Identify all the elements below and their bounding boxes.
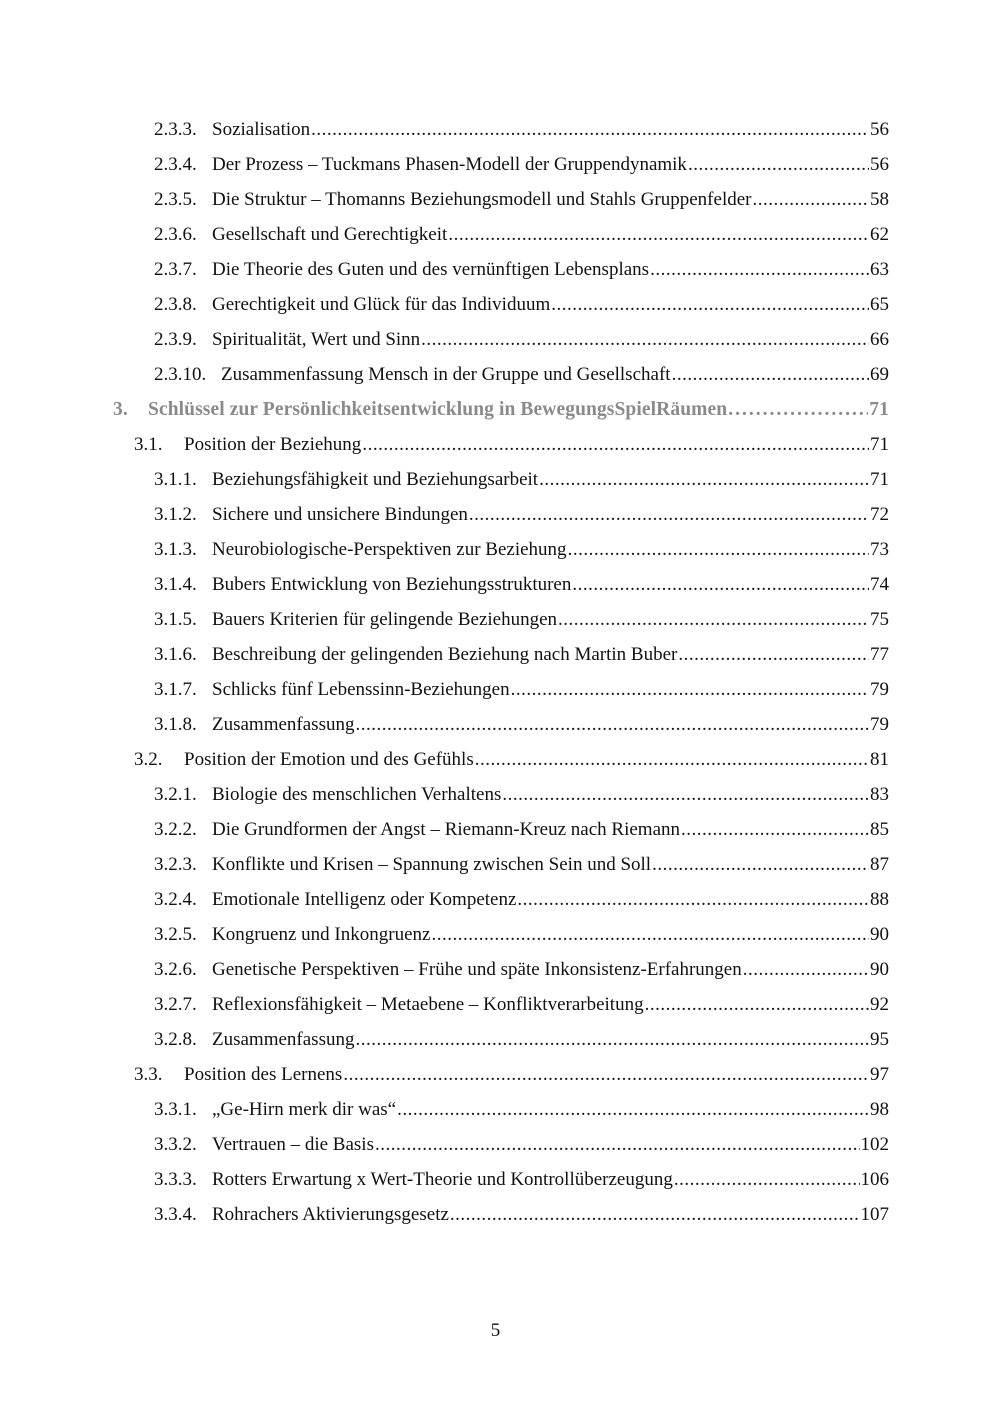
toc-section-entry[interactable] xyxy=(0,1057,991,1092)
toc-entry-page: 71 xyxy=(870,434,889,455)
toc-leader-dots xyxy=(752,182,869,217)
toc-subsection-entry[interactable] xyxy=(0,1092,991,1127)
toc-subsection-entry[interactable] xyxy=(0,217,991,252)
toc-entry-page: 92 xyxy=(870,994,889,1015)
toc-entry-number: 2.3.9. xyxy=(154,329,197,350)
toc-entry-number: 2.3.10. xyxy=(154,364,207,385)
toc-leader-dots xyxy=(362,427,869,462)
toc-entry-page: 56 xyxy=(870,154,889,175)
toc-entry-page: 71 xyxy=(870,469,889,490)
toc-chapter-entry[interactable] xyxy=(0,392,991,427)
toc-leader-dots xyxy=(343,1057,869,1092)
toc-subsection-entry[interactable] xyxy=(0,847,991,882)
toc-subsection-entry[interactable] xyxy=(0,1127,991,1162)
toc-entry-page: 107 xyxy=(860,1204,889,1225)
toc-leader-dots xyxy=(674,1162,860,1197)
toc-entry-number: 3.2.8. xyxy=(154,1029,197,1050)
toc-leader-dots xyxy=(558,602,869,637)
toc-subsection-entry[interactable] xyxy=(0,182,991,217)
toc-leader-dots xyxy=(475,742,869,777)
toc-entry-page: 73 xyxy=(870,539,889,560)
toc-leader-dots xyxy=(728,392,868,427)
toc-entry-page: 69 xyxy=(870,364,889,385)
toc-entry-title: Rotters Erwartung x Wert-Theorie und Kontrollüberzeugung xyxy=(212,1169,673,1190)
toc-entry-page: 98 xyxy=(870,1099,889,1120)
toc-entry-title: Sichere und unsichere Bindungen xyxy=(212,504,468,525)
toc-entry-number: 3.2.3. xyxy=(154,854,197,875)
toc-entry-title: Position der Beziehung xyxy=(184,434,362,455)
toc-entry-page: 72 xyxy=(870,504,889,525)
toc-entry-number: 3.1.2. xyxy=(154,504,197,525)
toc-entry-number: 3.2.7. xyxy=(154,994,197,1015)
toc-entry-number: 3.3.3. xyxy=(154,1169,197,1190)
toc-entry-page: 81 xyxy=(870,749,889,770)
toc-leader-dots xyxy=(652,847,869,882)
toc-entry-number: 2.3.4. xyxy=(154,154,197,175)
toc-leader-dots xyxy=(572,567,869,602)
toc-entry-title: Die Struktur – Thomanns Beziehungsmodell und Stahls Gruppenfelder xyxy=(212,189,752,210)
table-of-contents xyxy=(0,112,991,1232)
toc-entry-page: 62 xyxy=(870,224,889,245)
toc-subsection-entry[interactable] xyxy=(0,777,991,812)
toc-entry-title: Reflexionsfähigkeit – Metaebene – Konfliktverarbeitung xyxy=(212,994,644,1015)
toc-entry-page: 74 xyxy=(870,574,889,595)
toc-entry-title: Beziehungsfähigkeit und Beziehungsarbeit xyxy=(212,469,539,490)
toc-entry-number: 3.1.1. xyxy=(154,469,197,490)
toc-entry-title: Die Grundformen der Angst – Riemann-Kreuz nach Riemann xyxy=(212,819,681,840)
toc-leader-dots xyxy=(743,952,869,987)
toc-subsection-entry[interactable] xyxy=(0,147,991,182)
toc-entry-title: Sozialisation xyxy=(212,119,311,140)
toc-entry-title: Beschreibung der gelingenden Beziehung nach Martin Buber xyxy=(212,644,678,665)
toc-leader-dots xyxy=(421,322,869,357)
toc-entry-page: 79 xyxy=(870,714,889,735)
toc-subsection-entry[interactable] xyxy=(0,497,991,532)
toc-entry-title: Der Prozess – Tuckmans Phasen-Modell der Gruppendynamik xyxy=(212,154,687,175)
toc-subsection-entry[interactable] xyxy=(0,567,991,602)
toc-entry-title: Die Theorie des Guten und des vernünftigen Lebensplans xyxy=(212,259,650,280)
toc-entry-page: 83 xyxy=(870,784,889,805)
toc-leader-dots xyxy=(448,217,869,252)
toc-entry-number: 3.1.7. xyxy=(154,679,197,700)
toc-entry-page: 66 xyxy=(870,329,889,350)
toc-entry-number: 3.2. xyxy=(134,749,163,770)
toc-entry-page: 65 xyxy=(870,294,889,315)
toc-section-entry[interactable] xyxy=(0,742,991,777)
toc-leader-dots xyxy=(645,987,869,1022)
toc-leader-dots xyxy=(681,812,869,847)
toc-section-entry[interactable] xyxy=(0,427,991,462)
toc-entry-number: 3.1. xyxy=(134,434,163,455)
toc-leader-dots xyxy=(450,1197,860,1232)
toc-entry-number: 2.3.5. xyxy=(154,189,197,210)
toc-leader-dots xyxy=(502,777,869,812)
toc-leader-dots xyxy=(311,112,869,147)
toc-entry-title: Kongruenz und Inkongruenz xyxy=(212,924,431,945)
toc-entry-number: 3.2.5. xyxy=(154,924,197,945)
toc-entry-title: Position der Emotion und des Gefühls xyxy=(184,749,474,770)
toc-entry-title: Spiritualität, Wert und Sinn xyxy=(212,329,421,350)
toc-entry-title: Biologie des menschlichen Verhaltens xyxy=(212,784,502,805)
toc-entry-title: Vertrauen – die Basis xyxy=(212,1134,374,1155)
toc-entry-title: Rohrachers Aktivierungsgesetz xyxy=(212,1204,449,1225)
toc-entry-title: Position des Lernens xyxy=(184,1064,343,1085)
toc-entry-number: 2.3.3. xyxy=(154,119,197,140)
toc-entry-number: 3.2.1. xyxy=(154,784,197,805)
toc-entry-title: Schlicks fünf Lebenssinn-Beziehungen xyxy=(212,679,510,700)
toc-entry-number: 3.1.8. xyxy=(154,714,197,735)
toc-leader-dots xyxy=(539,462,869,497)
toc-subsection-entry[interactable] xyxy=(0,917,991,952)
toc-entry-page: 90 xyxy=(870,924,889,945)
toc-entry-page: 95 xyxy=(870,1029,889,1050)
toc-entry-page: 102 xyxy=(860,1134,889,1155)
toc-entry-number: 3.1.6. xyxy=(154,644,197,665)
toc-subsection-entry[interactable] xyxy=(0,1197,991,1232)
toc-entry-number: 3.3. xyxy=(134,1064,163,1085)
toc-subsection-entry[interactable] xyxy=(0,987,991,1022)
toc-subsection-entry[interactable] xyxy=(0,532,991,567)
toc-entry-number: 2.3.6. xyxy=(154,224,197,245)
toc-subsection-entry[interactable] xyxy=(0,357,991,392)
toc-subsection-entry[interactable] xyxy=(0,287,991,322)
toc-entry-page: 85 xyxy=(870,819,889,840)
page-number: 5 xyxy=(490,1320,501,1341)
toc-entry-title: Gesellschaft und Gerechtigkeit xyxy=(212,224,448,245)
toc-leader-dots xyxy=(431,917,869,952)
toc-entry-number: 2.3.8. xyxy=(154,294,197,315)
toc-entry-number: 3.1.4. xyxy=(154,574,197,595)
toc-entry-page: 90 xyxy=(870,959,889,980)
toc-entry-page: 87 xyxy=(870,854,889,875)
toc-subsection-entry[interactable] xyxy=(0,462,991,497)
toc-subsection-entry[interactable] xyxy=(0,882,991,917)
toc-entry-title: Zusammenfassung xyxy=(212,714,355,735)
toc-leader-dots xyxy=(678,637,869,672)
toc-entry-title: Emotionale Intelligenz oder Kompetenz xyxy=(212,889,517,910)
toc-entry-page: 77 xyxy=(870,644,889,665)
toc-subsection-entry[interactable] xyxy=(0,812,991,847)
toc-entry-title: Bauers Kriterien für gelingende Beziehungen xyxy=(212,609,558,630)
toc-entry-number: 3.3.4. xyxy=(154,1204,197,1225)
toc-entry-page: 58 xyxy=(870,189,889,210)
toc-subsection-entry[interactable] xyxy=(0,1162,991,1197)
toc-entry-title: Bubers Entwicklung von Beziehungsstrukturen xyxy=(212,574,572,595)
toc-entry-title: Neurobiologische-Perspektiven zur Beziehung xyxy=(212,539,567,560)
toc-entry-page: 79 xyxy=(870,679,889,700)
toc-entry-title: Zusammenfassung Mensch in der Gruppe und Gesellschaft xyxy=(221,364,671,385)
toc-entry-page: 56 xyxy=(870,119,889,140)
toc-leader-dots xyxy=(672,357,869,392)
toc-subsection-entry[interactable] xyxy=(0,707,991,742)
toc-leader-dots xyxy=(397,1092,869,1127)
toc-entry-title: Genetische Perspektiven – Frühe und späte Inkonsistenz-Erfahrungen xyxy=(212,959,742,980)
toc-leader-dots xyxy=(568,532,869,567)
toc-leader-dots xyxy=(355,1022,869,1057)
toc-entry-title: „Ge-Hirn merk dir was“ xyxy=(212,1099,397,1120)
toc-entry-title: Konflikte und Krisen – Spannung zwischen Sein und Soll xyxy=(212,854,652,875)
toc-entry-title: Schlüssel zur Persönlichkeitsentwicklung in BewegungsSpielRäumen xyxy=(148,399,728,420)
toc-entry-number: 3. xyxy=(113,399,128,420)
toc-entry-number: 3.2.6. xyxy=(154,959,197,980)
toc-entry-number: 3.1.5. xyxy=(154,609,197,630)
toc-entry-page: 63 xyxy=(870,259,889,280)
toc-subsection-entry[interactable] xyxy=(0,112,991,147)
toc-entry-page: 97 xyxy=(870,1064,889,1085)
toc-entry-title: Gerechtigkeit und Glück für das Individuum xyxy=(212,294,551,315)
toc-entry-number: 3.2.2. xyxy=(154,819,197,840)
toc-entry-number: 3.3.2. xyxy=(154,1134,197,1155)
toc-leader-dots xyxy=(375,1127,860,1162)
toc-entry-number: 3.2.4. xyxy=(154,889,197,910)
toc-subsection-entry[interactable] xyxy=(0,252,991,287)
toc-entry-page: 88 xyxy=(870,889,889,910)
toc-entry-page: 106 xyxy=(860,1169,889,1190)
toc-leader-dots xyxy=(688,147,869,182)
toc-entry-page: 75 xyxy=(870,609,889,630)
toc-entry-number: 3.3.1. xyxy=(154,1099,197,1120)
toc-leader-dots xyxy=(355,707,869,742)
toc-entry-number: 2.3.7. xyxy=(154,259,197,280)
toc-leader-dots xyxy=(551,287,869,322)
toc-subsection-entry[interactable] xyxy=(0,952,991,987)
toc-subsection-entry[interactable] xyxy=(0,672,991,707)
toc-subsection-entry[interactable] xyxy=(0,1022,991,1057)
toc-leader-dots xyxy=(650,252,869,287)
toc-entry-title: Zusammenfassung xyxy=(212,1029,355,1050)
toc-subsection-entry[interactable] xyxy=(0,637,991,672)
toc-leader-dots xyxy=(511,672,869,707)
toc-subsection-entry[interactable] xyxy=(0,322,991,357)
toc-subsection-entry[interactable] xyxy=(0,602,991,637)
toc-leader-dots xyxy=(469,497,869,532)
toc-entry-page: 71 xyxy=(869,399,889,420)
toc-entry-number: 3.1.3. xyxy=(154,539,197,560)
toc-leader-dots xyxy=(517,882,869,917)
